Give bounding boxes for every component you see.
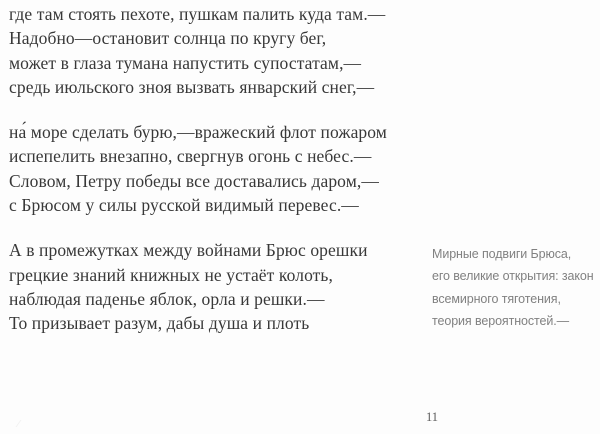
poem-line: средь июльского зноя вызвать январский снег,—	[9, 76, 375, 97]
poem-stanza-2	[9, 120, 421, 217]
margin-note-line: всемирного тяготения,	[432, 291, 561, 306]
margin-note	[432, 243, 597, 333]
margin-note-line: теория вероятностей.—	[432, 314, 570, 329]
page-number: 11	[426, 410, 439, 424]
poem-line: наблюдая паденье яблок, орла и решки.—	[9, 288, 325, 309]
poem-line: То призывает разум, дабы душа и плоть	[9, 313, 310, 334]
poem-text-block	[9, 2, 421, 336]
poem-line: испепелить внезапно, свергнув огонь с небес.—	[9, 146, 372, 167]
margin-note-line: Мирные подвиги Брюса,	[432, 247, 572, 261]
poem-line: где там стоять пехоте, пушкам палить куда там.—	[9, 4, 386, 24]
poem-line: Надобно—остановит солнца по кругу бег,	[9, 28, 327, 49]
poem-line: на́ море сделать бурю,—вражеский флот пожаром	[9, 122, 387, 143]
poem-line: Словом, Петру победы все доставались даром,—	[9, 170, 379, 191]
poem-stanza-1	[9, 2, 421, 99]
poem-line: грецкие знаний книжных не устаёт колоть,	[9, 264, 333, 285]
poem-line: с Брюсом у силы русской видимый перевес.—	[9, 195, 359, 216]
scan-artifact-mark	[16, 420, 32, 427]
poem-stanza-3	[9, 238, 421, 335]
margin-note-line: его великие открытия: закон	[432, 269, 594, 284]
poem-line: А в промежутках между войнами Брюс орешки	[9, 240, 368, 261]
poem-line: может в глаза тумана напустить супостатам,—	[9, 52, 362, 73]
